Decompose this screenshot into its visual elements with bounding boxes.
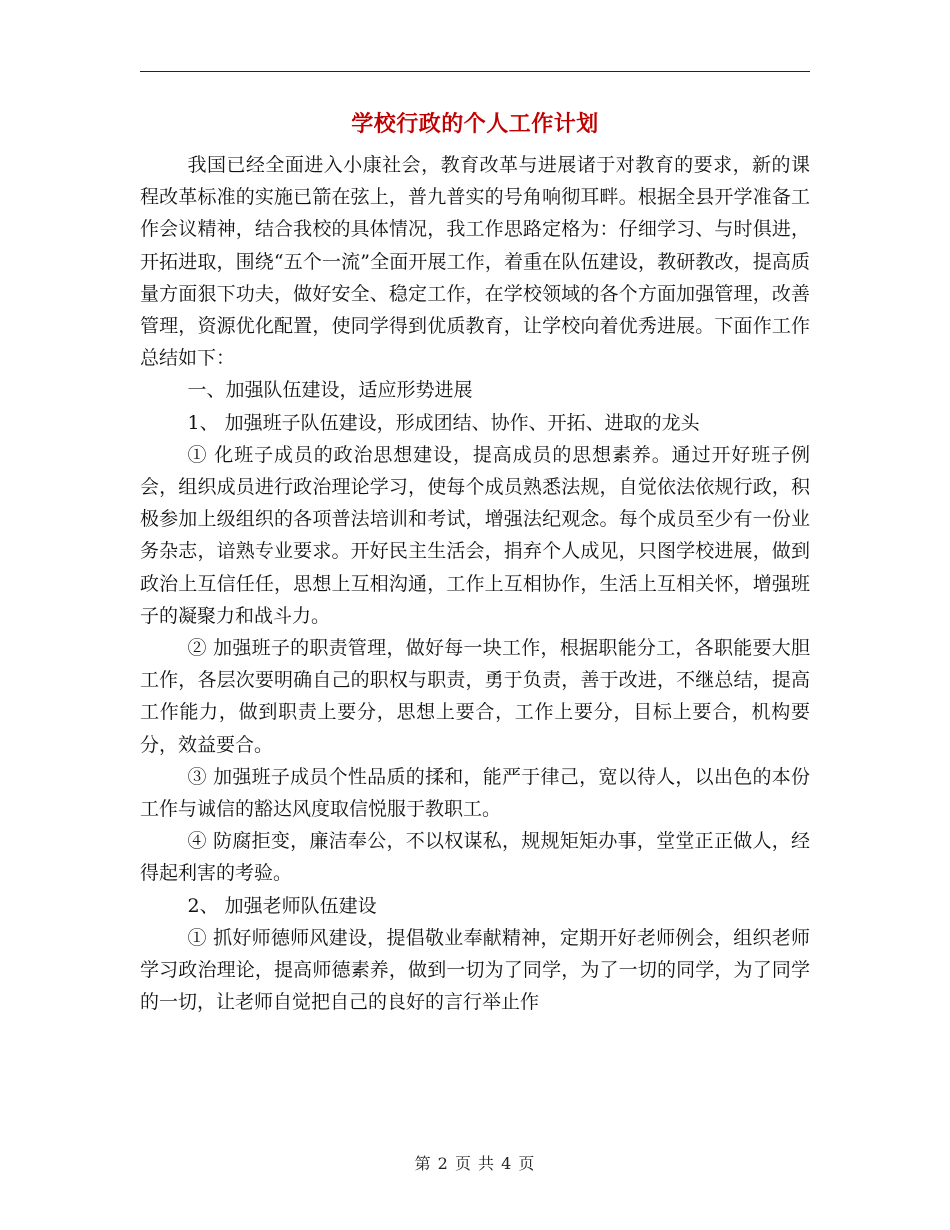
document-title: 学校行政的个人工作计划 xyxy=(351,111,599,137)
header-rule xyxy=(140,71,810,72)
subsection-heading-1: 1、 加强班子队伍建设，形成团结、协作、开拓、进取的龙头 xyxy=(187,411,700,434)
paragraph-item-1: ① 化班子成员的政治思想建设，提高成员的思想素养。通过开好班子例会，组织成员进行政治理论学习，使每个成员熟悉法规，自觉依法依规行政，积极参加上级组织的各项普法培训和考试，增强法纪观念。每个成员至少有一份业务杂志，谙熟专业要求。开好民主生活会，捐弃个人成见，只图学校进展，做到政治上互信任任，思想上互相沟通，工作上互相协作，生活上互相关怀，增强班子的凝聚力和战斗力。 xyxy=(140,443,810,627)
paragraph-intro: 我国已经全面进入小康社会，教育改革与进展诸于对教育的要求，新的课程改革标准的实施已箭在弦上，普九普实的号角响彻耳畔。根据全县开学准备工作会议精神，结合我校的具体情况，我工作思路定格为：仔细学习、与时俱进，开拓进取，围绕“五个一流”全面开展工作，着重在队伍建设，教研教改，提高质量方面狠下功夫，做好安全、稳定工作，在学校领域的各个方面加强管理，改善管理，资源优化配置，使同学得到优质教育，让学校向着优秀进展。下面作工作总结如下： xyxy=(140,154,810,370)
section-heading-1: 一、加强队伍建设，适应形势进展 xyxy=(187,379,473,402)
subsection-heading-2: 2、 加强老师队伍建设 xyxy=(187,894,377,917)
paragraph-item-4: ④ 防腐拒变，廉洁奉公，不以权谋私，规规矩矩办事，堂堂正正做人，经得起利害的考验。 xyxy=(140,830,810,885)
paragraph-item-3: ③ 加强班子成员个性品质的揉和，能严于律己，宽以待人，以出色的本份工作与诚信的豁达风度取信悦服于教职工。 xyxy=(140,765,810,821)
paragraph-item-5: ① 抓好师德师风建设，提倡敬业奉献精神，定期开好老师例会，组织老师学习政治理论，提高师德素养，做到一切为了同学，为了一切的同学，为了同学的一切，让老师自觉把自己的良好的言行举止作 xyxy=(140,926,810,1014)
document-body xyxy=(140,149,810,1018)
page-number: 第 2 页 共 4 页 xyxy=(414,1154,536,1173)
paragraph-item-2: ② 加强班子的职责管理，做好每一块工作，根据职能分工，各职能要大胆工作，各层次要明确自己的职权与职责，勇于负责，善于改进，不继总结，提高工作能力，做到职责上要分，思想上要合，工作上要分，目标上要合，机构要分，效益要合。 xyxy=(140,637,810,756)
